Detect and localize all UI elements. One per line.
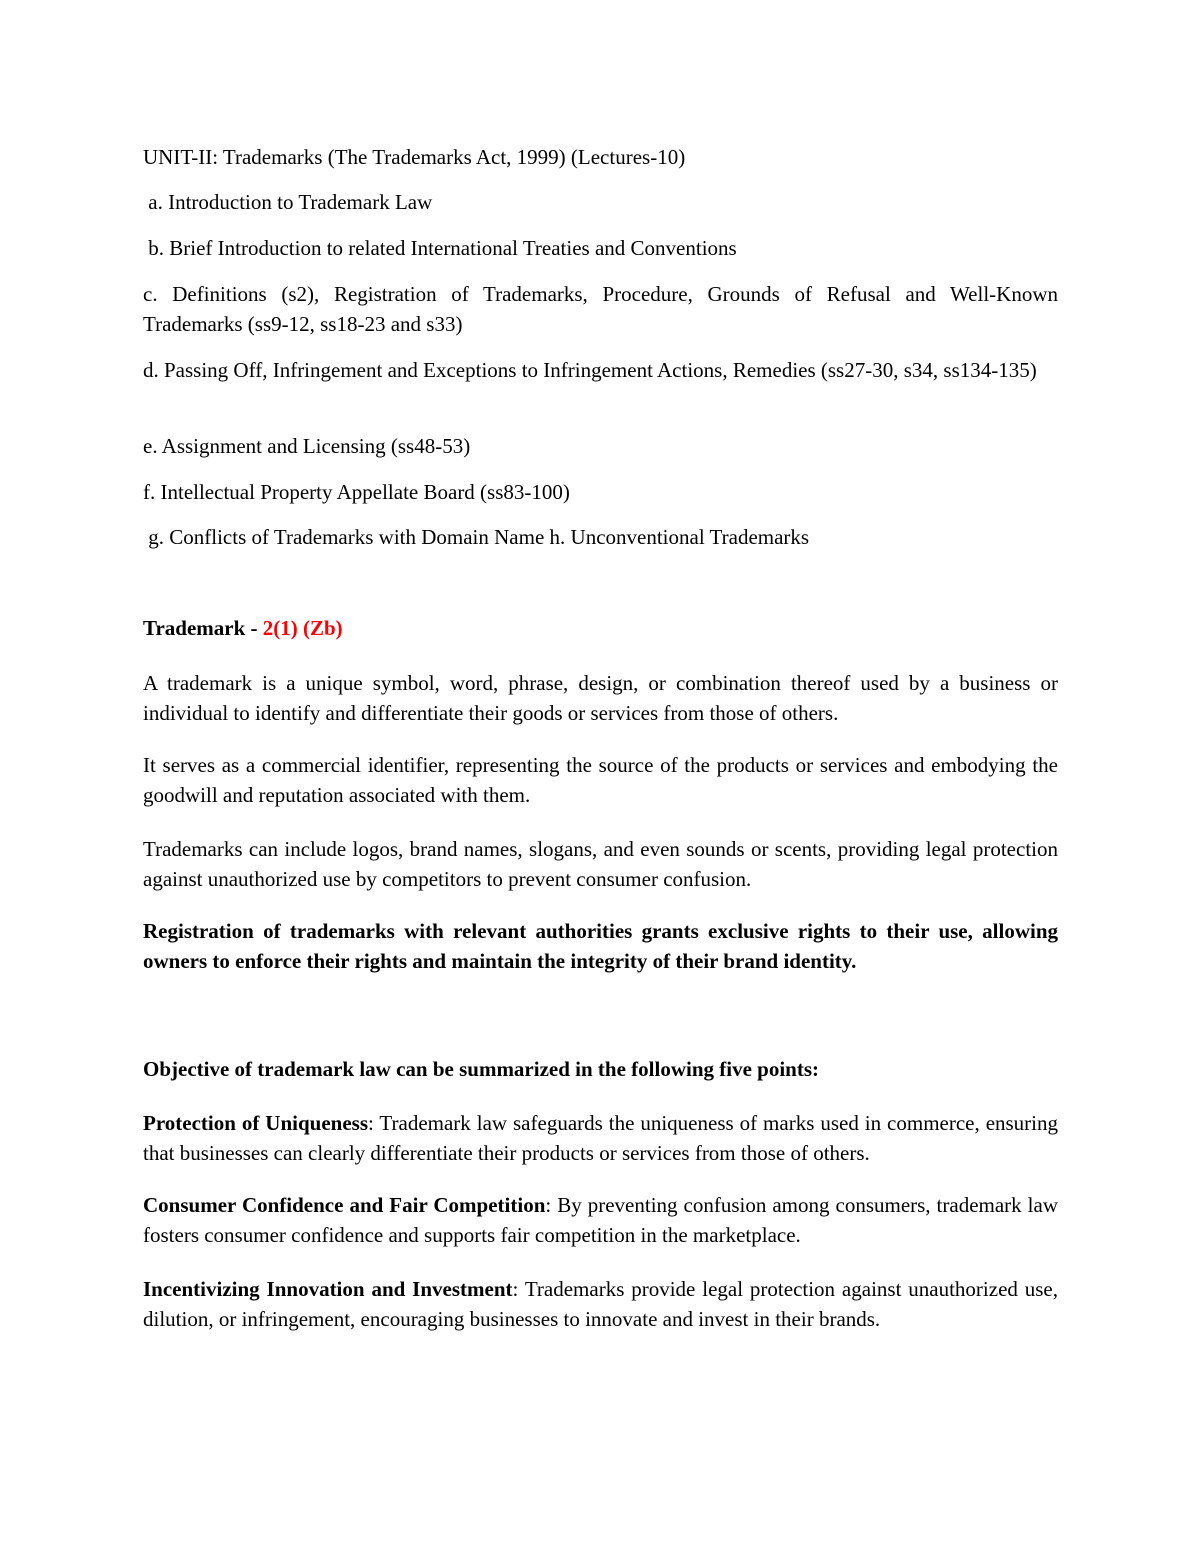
identifier-paragraph: It serves as a commercial identifier, representing the source of the products or services and embodying the goodwill and reputation associated with them. bbox=[143, 753, 1058, 807]
objective-title: Protection of Uniqueness bbox=[143, 1111, 369, 1135]
unit-title: UNIT-II: Trademarks (The Trademarks Act, 1999) (Lectures-10) bbox=[143, 145, 686, 169]
syllabus-item-c: c. Definitions (s2), Registration of Trademarks, Procedure, Grounds of Refusal and Well-Known Trademarks (ss9-12, ss18-23 and s33) bbox=[143, 282, 1058, 336]
syllabus-item-f: f. Intellectual Property Appellate Board (ss83-100) bbox=[143, 480, 570, 504]
syllabus-item-g: g. Conflicts of Trademarks with Domain Name h. Unconventional Trademarks bbox=[143, 525, 810, 549]
syllabus-item-a: a. Introduction to Trademark Law bbox=[143, 190, 433, 214]
objective-text: : Trademarks provide legal protection against unauthorized use, dilution, or infringement, encouraging businesses to innovate and invest in their brands. bbox=[143, 1277, 1059, 1331]
trademark-heading bbox=[143, 613, 1058, 643]
inclusions-paragraph: Trademarks can include logos, brand names, slogans, and even sounds or scents, providing legal protection against unauthorized use by competitors to prevent consumer confusion. bbox=[143, 837, 1058, 891]
syllabus-item-b: b. Brief Introduction to related International Treaties and Conventions bbox=[143, 236, 737, 260]
section-reference: 2(1) (Zb) bbox=[262, 616, 343, 640]
objective-text: : Trademark law safeguards the uniqueness of marks used in commerce, ensuring that businesses can clearly differentiate their products or services from those of others. bbox=[143, 1111, 1059, 1165]
registration-paragraph: Registration of trademarks with relevant authorities grants exclusive rights to their use, allowing owners to enforce their rights and maintain the integrity of their brand identity. bbox=[143, 919, 1058, 973]
objective-point bbox=[143, 1108, 1058, 1168]
objective-text: : By preventing confusion among consumers, trademark law fosters consumer confidence and supports fair competition in the marketplace. bbox=[143, 1193, 1058, 1247]
syllabus-item-e: e. Assignment and Licensing (ss48-53) bbox=[143, 434, 471, 458]
syllabus-item-d: d. Passing Off, Infringement and Exceptions to Infringement Actions, Remedies (ss27-30, s34, ss134-135) bbox=[143, 358, 1037, 382]
objective-title: Incentivizing Innovation and Investment bbox=[143, 1277, 513, 1301]
objective-title: Consumer Confidence and Fair Competition bbox=[143, 1193, 546, 1217]
objectives-heading: Objective of trademark law can be summarized in the following five points: bbox=[143, 1057, 820, 1081]
trademark-heading-text: Trademark - bbox=[143, 616, 263, 640]
objective-point bbox=[143, 1274, 1058, 1334]
objective-point bbox=[143, 1190, 1058, 1250]
definition-paragraph: A trademark is a unique symbol, word, phrase, design, or combination thereof used by a business or individual to identify and differentiate their goods or services from those of others. bbox=[143, 671, 1058, 725]
